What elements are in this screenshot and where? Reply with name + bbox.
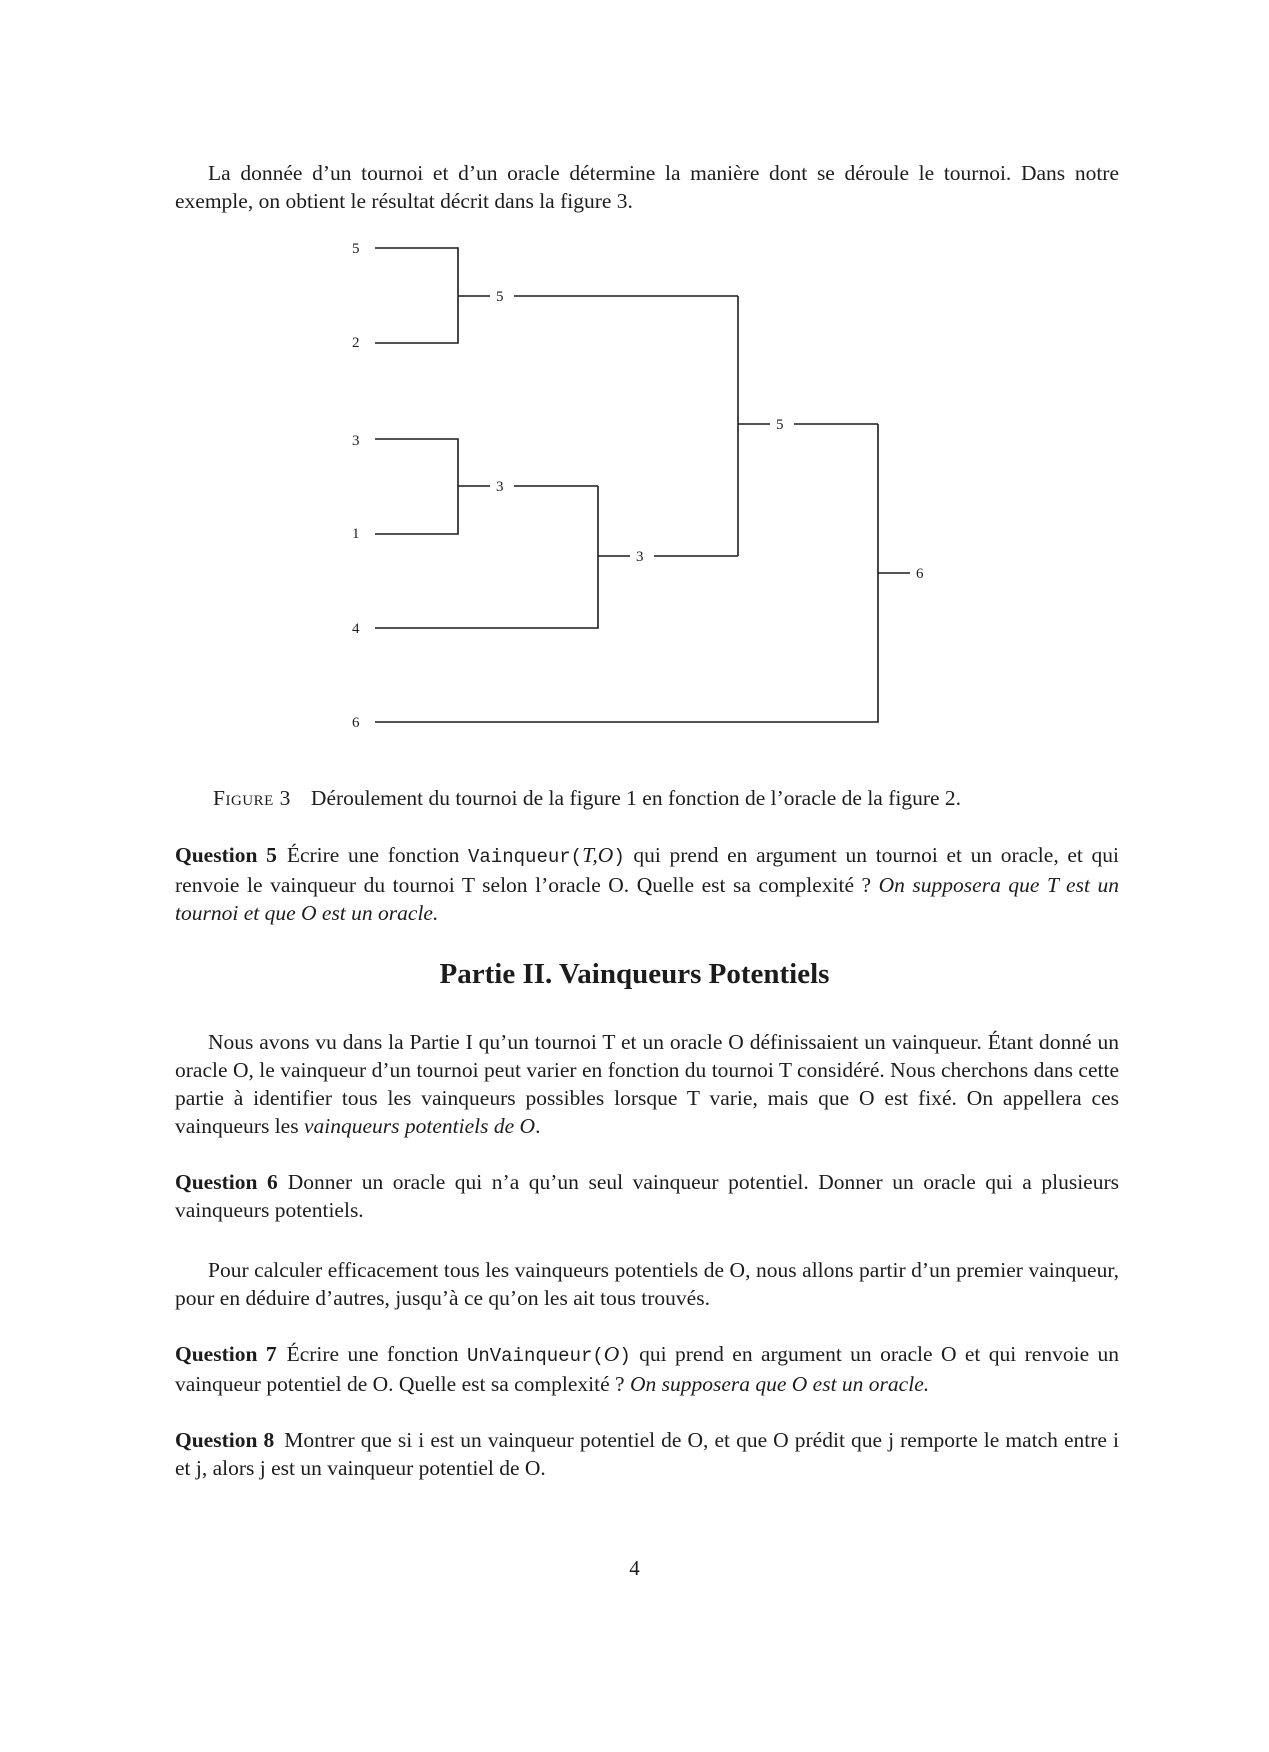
figure-label: Figure 3 xyxy=(213,786,291,810)
paragraph-text: Nous avons vu dans la Partie I qu’un tournoi T et un oracle O définissaient un vainqueur. Étant donné un oracle O, le vainqueur d’un tournoi peut varier en fonction du tournoi T considéré. Nous cherchons dans cette partie à identifier tous les vainqueurs possibles lorsque T varie, mais que O est fixé. On appellera ces vainqueurs les xyxy=(175,1030,1119,1138)
question-text: Écrire une fonction xyxy=(286,1342,467,1366)
question-label: Question 8 xyxy=(175,1428,275,1452)
question-7 xyxy=(175,1340,1119,1398)
bracket-leaf: 5 xyxy=(352,241,360,257)
bracket-final-winner: 6 xyxy=(916,566,924,582)
question-6 xyxy=(175,1168,1119,1224)
figure-caption xyxy=(213,786,1113,811)
bracket-match-line xyxy=(375,439,458,534)
question-label: Question 6 xyxy=(175,1170,278,1194)
figure-caption-text: Déroulement du tournoi de la figure 1 en fonction de l’oracle de la figure 2. xyxy=(310,786,962,810)
bracket-winner: 3 xyxy=(496,479,504,495)
part-title: Partie II. Vainqueurs Potentiels xyxy=(439,958,830,990)
paragraph-text: Pour calculer efficacement tous les vainqueurs potentiels de O, nous allons partir d’un premier vainqueur, pour en déduire d’autres, jusqu’à ce qu’on les ait tous trouvés. xyxy=(175,1258,1119,1310)
bracket-match-line xyxy=(375,248,458,343)
emphasis-term: vainqueurs potentiels de O xyxy=(303,1114,536,1138)
function-args: O xyxy=(603,1342,620,1366)
bracket-winner: 3 xyxy=(636,549,644,565)
function-close: ) xyxy=(619,1345,631,1367)
question-text: qui prend en argument un tournoi et un oracle, et qui renvoie le vainqueur du tournoi T selon l’oracle O. Quelle est sa complexité ? xyxy=(175,843,1119,897)
page-number: 4 xyxy=(629,1556,640,1580)
question-label: Question 5 xyxy=(175,843,277,867)
bracket-leaf: 3 xyxy=(352,433,360,449)
question-assumption: On supposera que T est un tournoi et que O est un oracle. xyxy=(175,873,1119,925)
question-5 xyxy=(175,841,1119,927)
question-8 xyxy=(175,1426,1119,1482)
question-text: Écrire une fonction xyxy=(286,843,469,867)
bracket-leaf: 2 xyxy=(352,335,360,351)
function-args: T,O xyxy=(582,843,614,867)
question-text: qui prend en argument un oracle O et qui renvoie un vainqueur potentiel de O. Quelle est sa complexité ? xyxy=(175,1342,1119,1396)
question-label: Question 7 xyxy=(175,1342,277,1366)
bracket-match-line xyxy=(375,424,878,722)
question-text: Donner un oracle qui n’a qu’un seul vainqueur potentiel. Donner un oracle qui a plusieurs vainqueurs potentiels. xyxy=(175,1170,1120,1222)
function-name: Vainqueur( xyxy=(468,846,583,868)
bracket-leaf: 6 xyxy=(352,715,360,731)
bracket-leaf: 1 xyxy=(352,526,360,542)
bracket-winner: 5 xyxy=(496,289,504,305)
intro-paragraph xyxy=(175,159,1119,215)
tournament-bracket-figure xyxy=(350,230,970,740)
question-text: Montrer que si i est un vainqueur potentiel de O, et que O prédit que j remporte le match entre i et j, alors j est un vainqueur potentiel de O. xyxy=(175,1428,1119,1480)
part2-intro-paragraph xyxy=(175,1028,1119,1140)
calc-paragraph xyxy=(175,1256,1119,1312)
intro-text: La donnée d’un tournoi et d’un oracle détermine la manière dont se déroule le tournoi. Dans notre exemple, on obtient le résultat décrit dans la figure 3. xyxy=(175,161,1119,213)
function-name: UnVainqueur( xyxy=(466,1345,604,1367)
question-assumption: On supposera que O est un oracle. xyxy=(629,1372,930,1396)
bracket-winner: 5 xyxy=(776,417,784,433)
bracket-leaf: 4 xyxy=(352,621,360,637)
function-close: ) xyxy=(613,846,625,868)
paragraph-end: . xyxy=(535,1114,541,1138)
bracket-match-line xyxy=(375,486,598,628)
